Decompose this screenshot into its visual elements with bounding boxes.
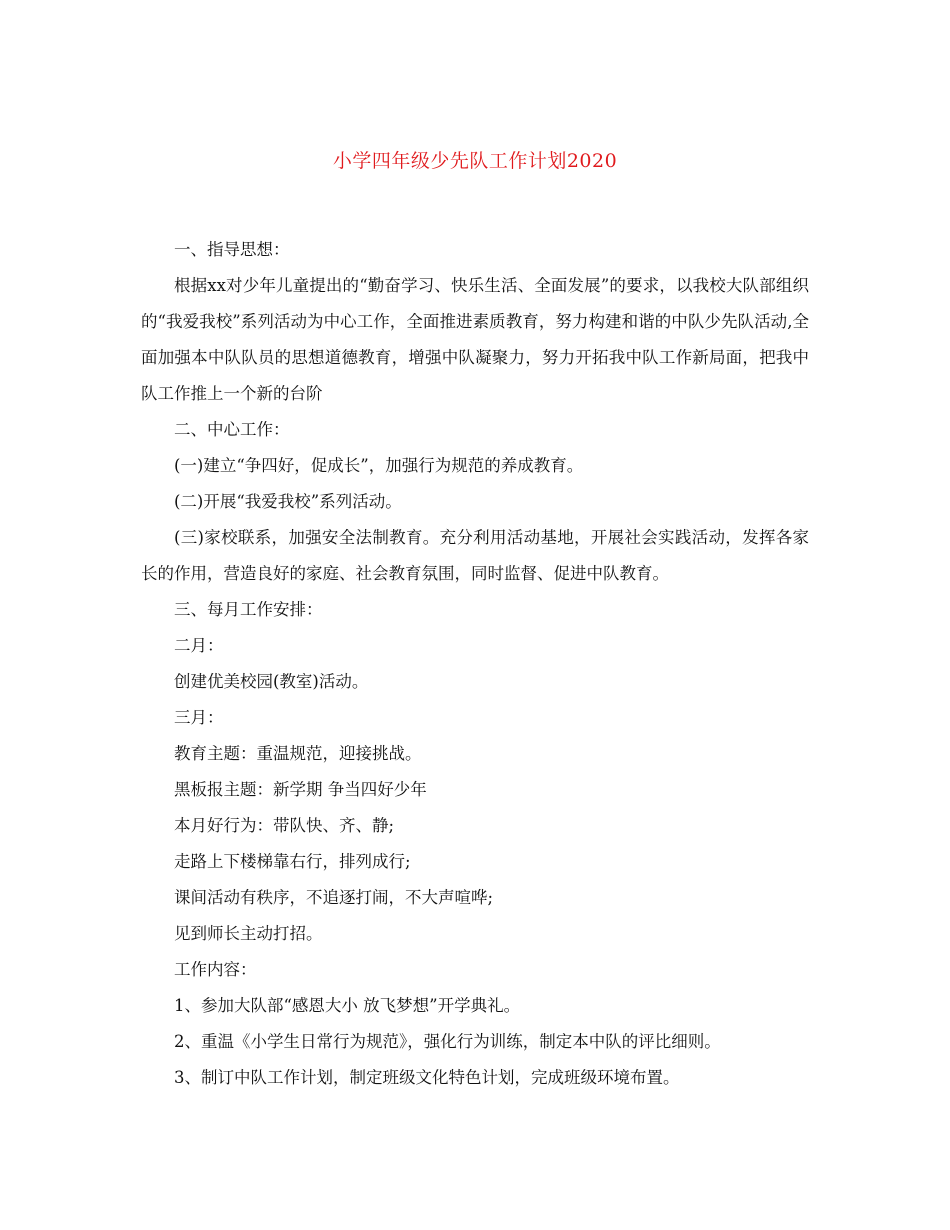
month-label-february: 二月： xyxy=(174,636,224,655)
march-behavior-greeting: 见到师长主动打招。 xyxy=(174,924,323,943)
march-blackboard-theme: 黑板报主题：新学期 争当四好少年 xyxy=(174,780,427,799)
march-behavior-recess: 课间活动有秩序，不追逐打闹，不大声喧哗; xyxy=(174,888,494,907)
work-content-item-2: 2、重温《小学生日常行为规范》，强化行为训练，制定本中队的评比细则。 xyxy=(174,1032,721,1051)
march-good-behavior: 本月好行为：带队快、齐、静; xyxy=(174,816,395,835)
central-work-item-1: (一)建立“争四好，促成长”，加强行为规范的养成教育。 xyxy=(174,456,584,475)
february-activity: 创建优美校园(教室)活动。 xyxy=(174,672,369,691)
central-work-item-2: (二)开展“我爱我校”系列活动。 xyxy=(174,492,402,511)
document-title: 小学四年级少先队工作计划2020 xyxy=(332,150,618,172)
march-behavior-stairs: 走路上下楼梯靠右行，排列成行; xyxy=(174,852,411,871)
heading-central-work: 二、中心工作： xyxy=(174,420,290,439)
heading-work-content: 工作内容： xyxy=(174,960,257,979)
work-content-item-3: 3、制订中队工作计划，制定班级文化特色计划，完成班级环境布置。 xyxy=(174,1068,680,1087)
heading-guiding-ideology: 一、指导思想： xyxy=(174,240,290,259)
march-education-theme: 教育主题：重温规范，迎接挑战。 xyxy=(174,744,422,763)
work-content-item-1: 1、参加大队部“感恩大小 放飞梦想”开学典礼。 xyxy=(174,996,521,1015)
heading-monthly-schedule: 三、每月工作安排： xyxy=(174,600,323,619)
paragraph-guiding-ideology: 根据xx对少年儿童提出的“勤奋学习、快乐生活、全面发展”的要求，以我校大队部组织的“我爱我校”系列活动为中心工作，全面推进素质教育，努力构建和谐的中队少先队活动,全面加强本中队队员的思想道德教育，增强中队凝聚力，努力开拓我中队工作新局面，把我中队工作推上一个新的台阶 xyxy=(141,276,809,403)
central-work-item-3: (三)家校联系，加强安全法制教育。充分利用活动基地，开展社会实践活动，发挥各家长的作用，营造良好的家庭、社会教育氛围，同时监督、促进中队教育。 xyxy=(141,528,809,583)
document-body xyxy=(141,232,809,1096)
month-label-march: 三月： xyxy=(174,708,224,727)
